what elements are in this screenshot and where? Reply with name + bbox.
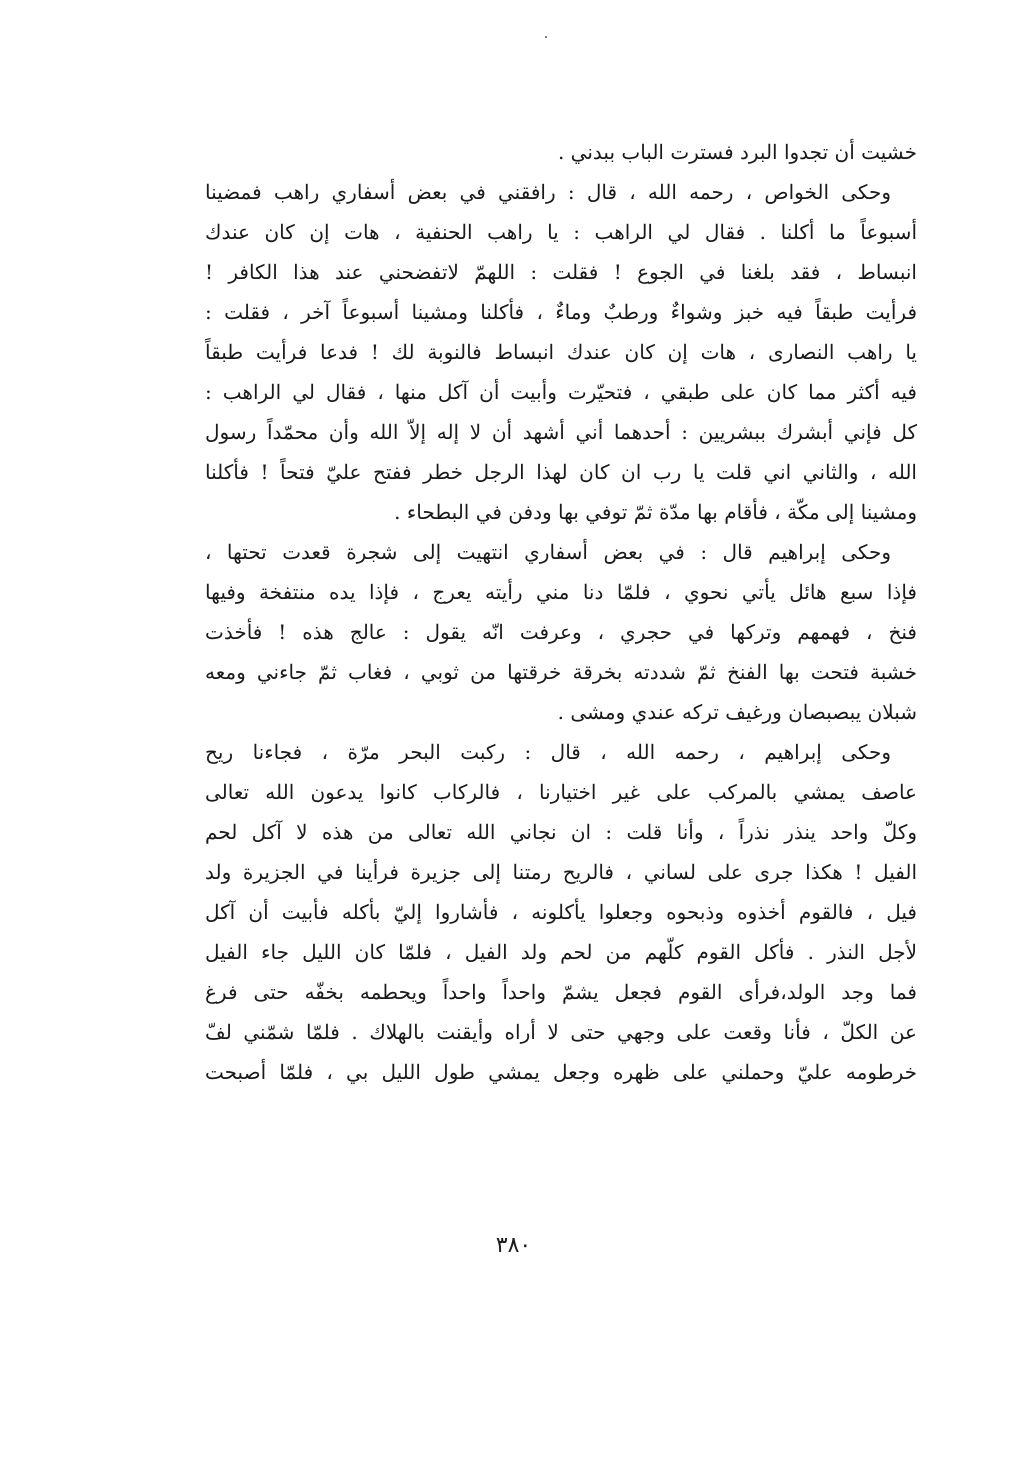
text-line: عاصف يمشي بالمركب على غير اختيارنا ، فالركاب كانوا يدعون الله تعالى: [205, 780, 917, 804]
scan-speck: [545, 36, 547, 38]
text-line: لأجل النذر . فأكل القوم كلّهم من لحم ولد الفيل ، فلمّا كان الليل جاء الفيل: [205, 940, 917, 964]
text-line: وحكى إبراهيم قال : في بعض أسفاري انتهيت إلى شجرة قعدت تحتها ،: [205, 540, 891, 564]
text-line: فنخ ، فهمهم وتركها في حجري ، وعرفت انّه يقول : عالج هذه ! فأخذت: [205, 620, 917, 644]
body-text: [205, 132, 917, 1092]
page-number: ٣٨٠: [495, 1233, 532, 1258]
text-line: كل فإني أبشرك ببشريين : أحدهما أني أشهد أن لا إله إلاّ الله وأن محمّداً رسول: [205, 420, 917, 444]
text-line: وحكى إبراهيم ، رحمه الله ، قال : ركبت البحر مرّة ، فجاءنا ريح: [205, 740, 891, 764]
text-line: فرأيت طبقاً فيه خبز وشواءٌ ورطبٌ وماءٌ ، فأكلنا ومشينا أسبوعاً آخر ، فقلت :: [205, 300, 917, 324]
text-line: فما وجد الولد،فرأى القوم فجعل يشمّ واحداً واحداً ويحطمه بخفّه حتى فرغ: [205, 980, 917, 1004]
text-line: عن الكلّ ، فأنا وقعت على وجهي حتى لا أراه وأيقنت بالهلاك . فلمّا شمّني لفّ: [205, 1020, 917, 1044]
text-line: خشيت أن تجدوا البرد فسترت الباب ببدني .: [557, 140, 917, 164]
text-line: وحكى الخواص ، رحمه الله ، قال : رافقني في بعض أسفاري راهب فمضينا: [205, 180, 891, 204]
text-line: خشبة فتحت بها الفنخ ثمّ شددته بخرقة خرقتها من ثوبي ، فغاب ثمّ جاءني ومعه: [205, 660, 917, 684]
text-line: فيل ، فالقوم أخذوه وذبحوه وجعلوا يأكلونه ، فأشاروا إليّ بأكله فأبيت أن آكل: [205, 900, 917, 924]
text-line: شبلان يبصبصان ورغيف تركه عندي ومشى .: [557, 700, 917, 724]
text-line: خرطومه عليّ وحملني على ظهره وجعل يمشي طول الليل بي ، فلمّا أصبحت: [205, 1060, 917, 1084]
text-line: ومشينا إلى مكّة ، فأقام بها مدّة ثمّ توفي بها ودفن في البطحاء .: [394, 500, 917, 524]
text-line: أسبوعاً ما أكلنا . فقال لي الراهب : يا راهب الحنفية ، هات إن كان عندك: [205, 220, 917, 244]
text-line: انبساط ، فقد بلغنا في الجوع ! فقلت : اللهمّ لاتفضحني عند هذا الكافر !: [205, 260, 917, 284]
text-line: الله ، والثاني اني قلت يا رب ان كان لهذا الرجل خطر ففتح عليّ فتحاً ! فأكلنا: [205, 460, 917, 484]
text-line: وكلّ واحد ينذر نذراً ، وأنا قلت : ان نجاني الله تعالى من هذه لا آكل لحم: [205, 820, 917, 844]
text-line: فيه أكثر مما كان على طبقي ، فتحيّرت وأبيت أن آكل منها ، فقال لي الراهب :: [205, 380, 917, 404]
text-line: يا راهب النصارى ، هات إن كان عندك انبساط فالنوبة لك ! فدعا فرأيت طبقاً: [205, 340, 917, 364]
text-line: فإذا سبع هائل يأتي نحوي ، فلمّا دنا مني رأيته يعرج ، فإذا يده منتفخة وفيها: [205, 580, 917, 604]
text-line: الفيل ! هكذا جرى على لساني ، فالريح رمتنا إلى جزيرة فرأينا في الجزيرة ولد: [205, 860, 917, 884]
